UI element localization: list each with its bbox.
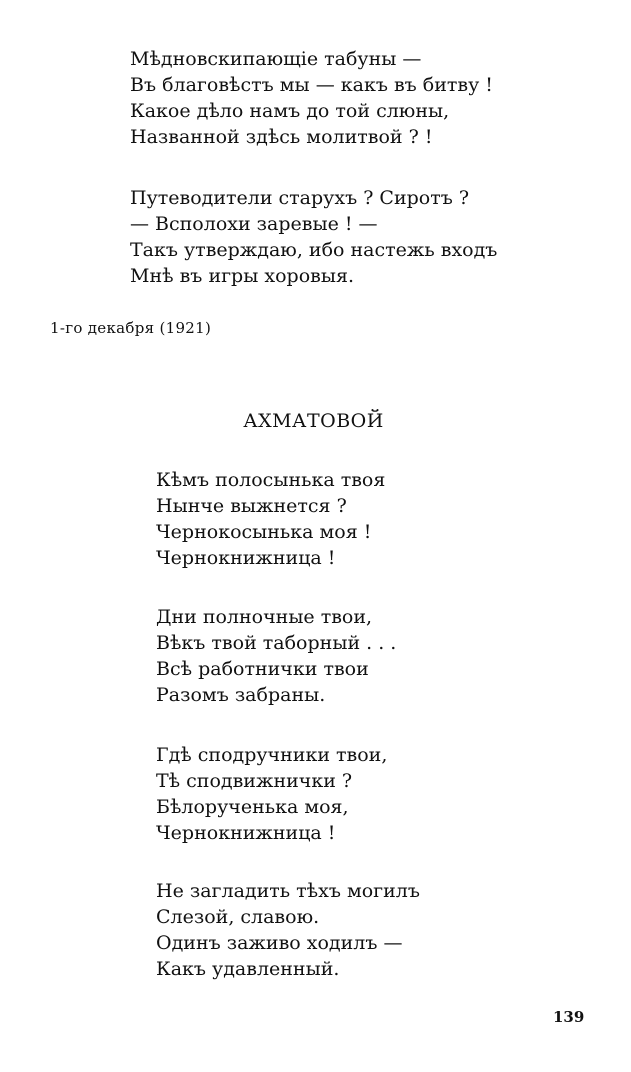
verse-line: Кѣмъ полосынька твоя	[156, 469, 386, 491]
verse-line: Одинъ заживо ходилъ —	[156, 932, 403, 954]
poem-stanza	[156, 878, 420, 982]
verse-line: Такъ утверждаю, ибо настежь входъ	[130, 239, 498, 261]
poem-stanza	[130, 46, 493, 150]
poem-stanza	[130, 185, 497, 289]
verse-line: Разомъ забраны.	[156, 684, 326, 706]
verse-line: Не загладить тѣхъ могилъ	[156, 880, 420, 902]
verse-line: Какое дѣло намъ до той слюны,	[130, 100, 450, 122]
poem-title	[0, 408, 631, 434]
verse-line: Дни полночные твои,	[156, 606, 373, 628]
page-number: 139	[553, 1008, 585, 1026]
verse-line: Гдѣ сподручники твои,	[156, 744, 388, 766]
verse-line: Какъ удавленный.	[156, 958, 340, 980]
verse-line: Чернокосынька моя !	[156, 521, 372, 543]
poem-stanza	[156, 467, 385, 571]
verse-line: Чернокнижница !	[156, 547, 336, 569]
poem-stanza	[156, 742, 387, 846]
verse-line: Названной здѣсь молитвой ? !	[130, 126, 433, 148]
verse-line: Всѣ работнички твои	[156, 658, 369, 680]
verse-line: Нынче выжнется ?	[156, 495, 347, 517]
verse-line: — Всполохи заревые ! —	[130, 213, 378, 235]
poem-stanza	[156, 604, 396, 708]
verse-line: Въ благовѣстъ мы — какъ въ битву !	[130, 74, 493, 96]
verse-line: Вѣкъ твой таборный . . .	[156, 632, 397, 654]
poem-title-text: АХМАТОВОЙ	[243, 410, 384, 432]
verse-line: Путеводители старухъ ? Сиротъ ?	[130, 187, 470, 209]
verse-line: Чернокнижница !	[156, 822, 336, 844]
verse-line: Мнѣ въ игры хоровыя.	[130, 265, 354, 287]
verse-line: Мѣдновскипающіе табуны —	[130, 48, 422, 70]
verse-line: Бѣлорученька моя,	[156, 796, 349, 818]
verse-line: Тѣ сподвижнички ?	[156, 770, 353, 792]
verse-line: Слезой, славою.	[156, 906, 320, 928]
poem-date: 1-го декабря (1921)	[50, 319, 212, 337]
